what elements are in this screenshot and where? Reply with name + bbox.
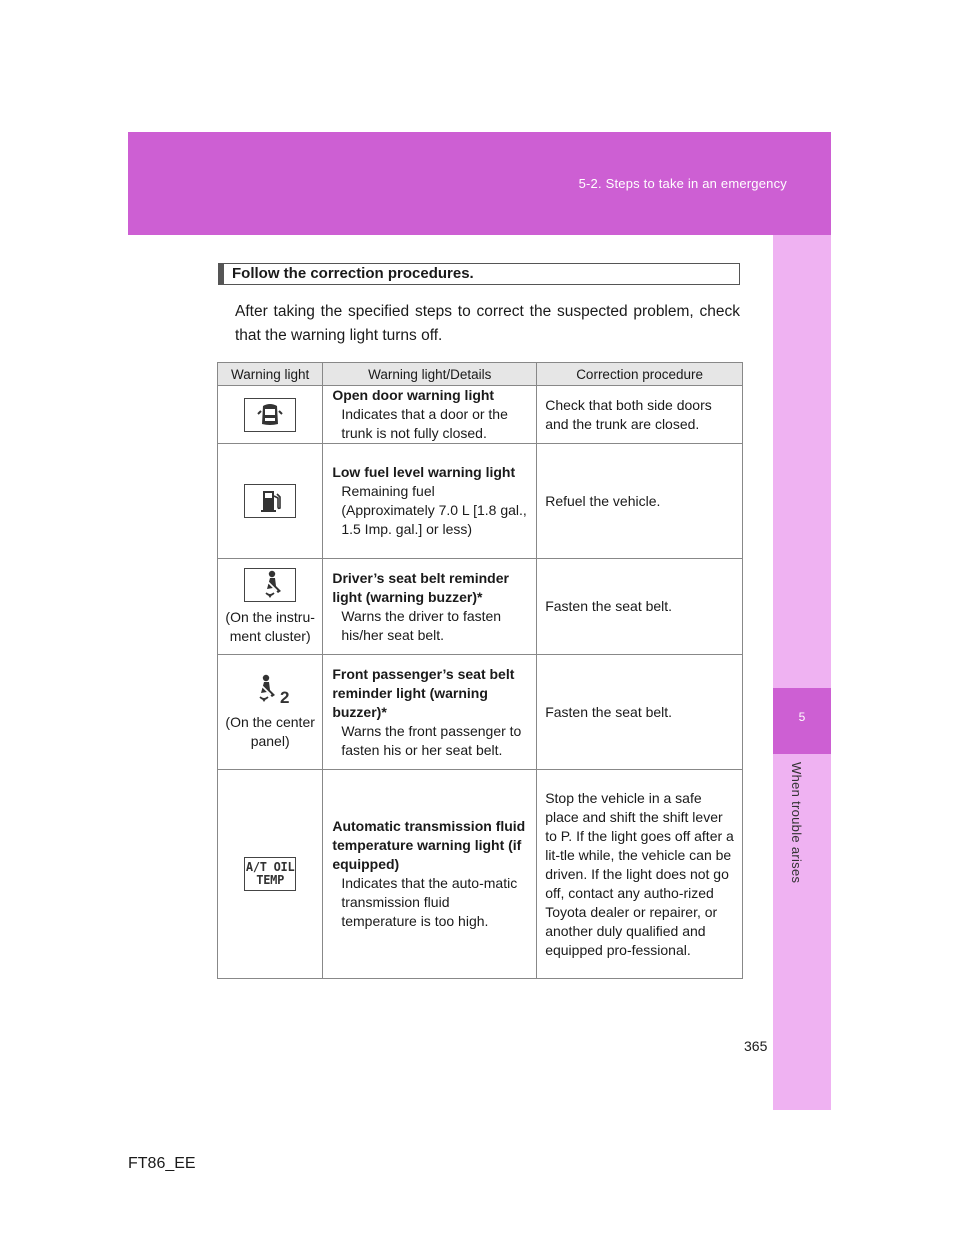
table-row bbox=[218, 444, 743, 559]
warning-icon-cell bbox=[218, 559, 323, 655]
icon-caption: (On the center panel) bbox=[225, 714, 315, 749]
chapter-side-tab bbox=[773, 235, 831, 1110]
chapter-tab-highlight bbox=[773, 688, 831, 754]
warning-icon-cell bbox=[218, 655, 323, 770]
table-row bbox=[218, 559, 743, 655]
details-cell bbox=[323, 770, 537, 979]
at-oil-temp-icon-line-1: A/T OIL bbox=[245, 860, 295, 874]
warning-icon-cell bbox=[218, 386, 323, 444]
table-row bbox=[218, 655, 743, 770]
column-header-warning-light: Warning light bbox=[218, 363, 323, 386]
section-title: 5-2. Steps to take in an emergency bbox=[578, 176, 787, 191]
correction-cell: Check that both side doors and the trunk are closed. bbox=[537, 386, 743, 444]
footer-code: FT86_EE bbox=[128, 1155, 196, 1172]
warning-title: Low fuel level warning light bbox=[332, 464, 516, 480]
procedure-heading bbox=[218, 263, 740, 285]
table-row bbox=[218, 770, 743, 979]
at-oil-temp-icon-line-2: TEMP bbox=[256, 873, 284, 887]
warning-detail: Warns the front passenger to fasten his or her seat belt. bbox=[341, 722, 522, 758]
fuel-pump-icon bbox=[244, 484, 296, 518]
open-door-icon bbox=[244, 398, 296, 432]
icon-caption: (On the instru-ment cluster) bbox=[225, 608, 315, 644]
details-cell bbox=[323, 655, 537, 770]
correction-cell: Fasten the seat belt. bbox=[537, 559, 743, 655]
chapter-number: 5 bbox=[798, 710, 806, 724]
page-number: 365 bbox=[744, 1038, 768, 1054]
passenger-seat-belt-icon bbox=[244, 673, 296, 707]
warning-detail: Indicates that the auto-matic transmission fluid temperature is too high. bbox=[341, 875, 518, 929]
warning-icon-cell bbox=[218, 770, 323, 979]
warning-icon-cell bbox=[218, 444, 323, 559]
warning-detail: Remaining fuel (Approximately 7.0 L [1.8 gal., 1.5 Imp. gal.] or less) bbox=[341, 483, 527, 537]
seat-belt-icon bbox=[244, 568, 296, 602]
details-cell bbox=[323, 386, 537, 444]
details-cell bbox=[323, 444, 537, 559]
table-header-row bbox=[218, 363, 743, 386]
header-band bbox=[128, 132, 831, 235]
chapter-label: When trouble arises bbox=[789, 762, 804, 884]
svg-text:2: 2 bbox=[280, 688, 290, 707]
procedure-heading-text: Follow the correction procedures. bbox=[232, 265, 474, 282]
warning-detail: Warns the driver to fasten his/her seat belt. bbox=[341, 607, 502, 643]
details-cell bbox=[323, 559, 537, 655]
column-header-details: Warning light/Details bbox=[323, 363, 537, 386]
table-row bbox=[218, 386, 743, 444]
warning-title: Driver’s seat belt reminder light (warning buzzer)* bbox=[332, 569, 509, 605]
correction-cell: Stop the vehicle in a safe place and shift the shift lever to P. If the light goes off after a lit-tle while, the vehicle can be driven. If the light does not go off, contact any autho-rized Toyota dealer or repairer, or another duly qualified and equipped pro-fessional. bbox=[537, 770, 743, 979]
procedure-intro: After taking the specified steps to correct the suspected problem, check that the warning light turns off. bbox=[235, 303, 740, 344]
warning-title: Automatic transmission fluid temperature warning light (if equipped) bbox=[332, 818, 526, 872]
correction-cell: Fasten the seat belt. bbox=[537, 655, 743, 770]
correction-cell: Refuel the vehicle. bbox=[537, 444, 743, 559]
column-header-correction: Correction procedure bbox=[537, 363, 743, 386]
warning-title: Open door warning light bbox=[332, 387, 495, 403]
warning-title: Front passenger’s seat belt reminder light (warning buzzer)* bbox=[332, 665, 515, 720]
warning-detail: Indicates that a door or the trunk is not fully closed. bbox=[341, 406, 508, 441]
heading-accent-bar bbox=[219, 264, 224, 284]
warning-light-table bbox=[217, 362, 743, 979]
at-oil-temp-icon bbox=[244, 857, 296, 891]
